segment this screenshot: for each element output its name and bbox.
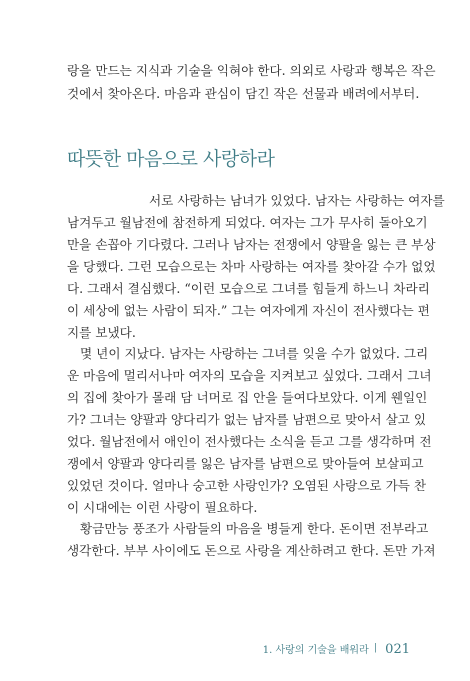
body-line: 었다. 월남전에서 애인이 전사했다는 소식을 듣고 그를 생각하며 전 — [67, 434, 432, 449]
page-number: 021 — [385, 642, 410, 657]
body-line: 이 시대에는 이런 사랑이 필요하다. — [67, 500, 258, 515]
section-heading: 따뜻한 마음으로 사랑하라 — [67, 148, 275, 170]
body-line: 있었던 것이다. 얼마나 숭고한 사랑인가? 오염된 사랑으로 가득 찬 — [67, 478, 427, 493]
body-line: 을 당했다. 그런 모습으로는 차마 사랑하는 여자를 찾아갈 수가 없었 — [67, 259, 436, 274]
body-line: 다. 그래서 결심했다. “이런 모습으로 그녀를 힘들게 하느니 차라리 — [67, 281, 430, 296]
body-line: 황금만능 풍조가 사람들의 마음을 병들게 한다. 돈이면 전부라고 — [80, 521, 429, 536]
intro-line: 랑을 만드는 지식과 기술을 익혀야 한다. 의외로 사랑과 행복은 작은 — [67, 63, 436, 78]
body-line: 생각한다. 부부 사이에도 돈으로 사랑을 계산하려고 한다. 돈만 가져 — [67, 543, 436, 558]
body-line: 이 세상에 없는 사람이 되자.” 그는 여자에게 자신이 전사했다는 편 — [67, 303, 430, 318]
intro-line: 것에서 찾아온다. 마음과 관심이 담긴 작은 선물과 배려에서부터. — [67, 86, 420, 101]
body-line: 남겨두고 월남전에 참전하게 되었다. 여자는 그가 무사히 돌아오기 — [67, 215, 428, 230]
body-line: 몇 년이 지났다. 남자는 사랑하는 그녀를 잊을 수가 없었다. 그리 — [80, 346, 429, 361]
body-line: 가? 그녀는 양팔과 양다리가 없는 남자를 남편으로 맞아서 살고 있 — [67, 412, 427, 427]
footer-separator: | — [373, 643, 377, 653]
page-footer — [263, 641, 410, 657]
body-line: 서로 사랑하는 남녀가 있었다. 남자는 사랑하는 여자를 — [149, 193, 445, 208]
chapter-title: 1. 사랑의 기술을 배워라 — [262, 645, 369, 656]
body-line: 만을 손꼽아 기다렸다. 그러나 남자는 전쟁에서 양팔을 잃는 큰 부상 — [67, 237, 436, 252]
body-line: 쟁에서 양팔과 양다리를 잃은 남자를 남편으로 맞아들여 보살피고 — [67, 456, 424, 471]
body-line: 의 집에 찾아가 몰래 담 너머로 집 안을 들여다보았다. 이게 웬일인 — [67, 390, 428, 405]
body-line: 지를 보냈다. — [67, 325, 136, 340]
body-line: 운 마음에 멀리서나마 여자의 모습을 지켜보고 싶었다. 그래서 그녀 — [67, 368, 432, 383]
